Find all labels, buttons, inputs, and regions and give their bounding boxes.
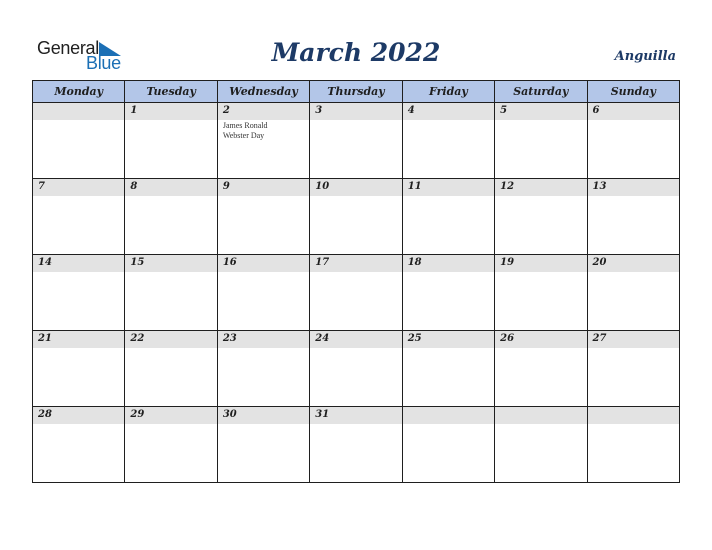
- day-cell: [217, 331, 309, 407]
- day-cell: [33, 255, 125, 331]
- holiday-label: James Ronald Webster Day: [222, 121, 268, 140]
- day-number-bar: [403, 179, 494, 196]
- calendar-grid: [32, 80, 680, 483]
- day-number-bar: [403, 103, 494, 120]
- day-number: 17: [315, 257, 330, 268]
- day-number: 29: [130, 409, 145, 420]
- day-number-bar: [588, 407, 679, 424]
- day-number-bar: [495, 179, 586, 196]
- day-number: 5: [500, 105, 508, 116]
- day-number: 7: [38, 181, 45, 192]
- day-number-bar: [33, 255, 124, 272]
- day-number: 22: [130, 333, 145, 344]
- day-number-bar: [218, 255, 309, 272]
- day-number: 14: [38, 257, 52, 268]
- day-cell: [310, 255, 402, 331]
- day-cell: [495, 179, 587, 255]
- day-number: 8: [130, 181, 138, 192]
- day-number: 6: [592, 105, 600, 116]
- calendar-body: [33, 103, 680, 483]
- day-cell: [217, 255, 309, 331]
- day-cell: [125, 179, 217, 255]
- day-cell: [33, 103, 125, 179]
- logo-text-blue: Blue: [86, 53, 121, 73]
- day-number-bar: [218, 179, 309, 196]
- day-number: 10: [315, 181, 330, 192]
- day-cell: [495, 407, 587, 483]
- weekday-header: Thursday: [310, 81, 402, 103]
- day-number-bar: [403, 331, 494, 348]
- weekday-header-row: [33, 81, 680, 103]
- day-number: 12: [500, 181, 515, 192]
- day-cell: [587, 255, 679, 331]
- day-number: 30: [222, 409, 237, 420]
- day-number-bar: [218, 103, 309, 120]
- day-cell: [587, 179, 679, 255]
- weekday-header: Wednesday: [217, 81, 309, 103]
- day-number-bar: [310, 179, 401, 196]
- day-number: 21: [38, 333, 52, 344]
- day-number: 16: [222, 257, 237, 268]
- day-number-bar: [310, 331, 401, 348]
- day-cell: [402, 331, 494, 407]
- day-number: 2: [222, 105, 230, 116]
- weekday-header: Tuesday: [125, 81, 217, 103]
- day-number: 18: [407, 257, 422, 268]
- day-cell: [495, 103, 587, 179]
- day-cell: [495, 331, 587, 407]
- day-number-bar: [125, 103, 216, 120]
- day-number: 23: [222, 333, 237, 344]
- weekday-header: Friday: [402, 81, 494, 103]
- day-cell: [125, 331, 217, 407]
- week-row: [33, 255, 680, 331]
- day-cell: [33, 407, 125, 483]
- day-cell: [402, 255, 494, 331]
- day-cell: [402, 407, 494, 483]
- day-cell: [310, 179, 402, 255]
- day-number-bar: [125, 179, 216, 196]
- day-number: 4: [407, 105, 415, 116]
- day-number: 1: [130, 105, 138, 116]
- day-number: 27: [592, 333, 607, 344]
- day-number-bar: [33, 331, 124, 348]
- day-cell: [217, 103, 309, 179]
- day-number-bar: [495, 255, 586, 272]
- day-number-bar: [588, 103, 679, 120]
- day-number-bar: [588, 179, 679, 196]
- day-cell: [587, 407, 679, 483]
- weekday-header: Monday: [33, 81, 125, 103]
- day-cell: [125, 255, 217, 331]
- day-cell: [402, 179, 494, 255]
- day-number-bar: [310, 255, 401, 272]
- week-row: [33, 331, 680, 407]
- day-number-bar: [33, 179, 124, 196]
- day-number: 9: [222, 181, 230, 192]
- day-cell: [310, 103, 402, 179]
- day-number: 3: [315, 105, 323, 116]
- week-row: [33, 407, 680, 483]
- day-number-bar: [125, 331, 216, 348]
- day-number: 26: [500, 333, 515, 344]
- day-number-bar: [125, 407, 216, 424]
- day-number: 19: [500, 257, 515, 268]
- logo-text-general: General: [37, 38, 99, 58]
- day-cell: [33, 331, 125, 407]
- day-number-bar: [588, 331, 679, 348]
- day-number-bar: [310, 407, 401, 424]
- country-label: Anguilla: [614, 49, 676, 64]
- day-cell: [310, 407, 402, 483]
- day-number: 25: [407, 333, 422, 344]
- day-number-bar: [403, 407, 494, 424]
- day-number: 13: [592, 181, 607, 192]
- day-cell: [310, 331, 402, 407]
- day-number-bar: [310, 103, 401, 120]
- page-title: March 2022: [271, 38, 441, 67]
- day-number-bar: [125, 255, 216, 272]
- day-number-bar: [218, 407, 309, 424]
- day-number-bar: [218, 331, 309, 348]
- day-number-bar: [33, 407, 124, 424]
- day-number-bar: [495, 103, 586, 120]
- day-cell: [217, 407, 309, 483]
- day-number-bar: [588, 255, 679, 272]
- day-cell: [587, 103, 679, 179]
- day-number: 31: [315, 409, 330, 420]
- day-number: 11: [407, 181, 422, 192]
- day-number: 15: [130, 257, 145, 268]
- day-number-bar: [495, 331, 586, 348]
- weekday-header: Saturday: [495, 81, 587, 103]
- week-row: [33, 179, 680, 255]
- week-row: [33, 103, 680, 179]
- day-number-bar: [403, 255, 494, 272]
- day-cell: [217, 179, 309, 255]
- day-cell: [33, 179, 125, 255]
- day-number: 20: [592, 257, 607, 268]
- day-cell: [587, 331, 679, 407]
- day-number-bar: [495, 407, 586, 424]
- day-cell: [125, 103, 217, 179]
- day-number-bar: [33, 103, 124, 120]
- day-cell: [495, 255, 587, 331]
- day-cell: [402, 103, 494, 179]
- day-number: 24: [315, 333, 330, 344]
- day-number: 28: [38, 409, 52, 420]
- day-cell: [125, 407, 217, 483]
- weekday-header: Sunday: [587, 81, 679, 103]
